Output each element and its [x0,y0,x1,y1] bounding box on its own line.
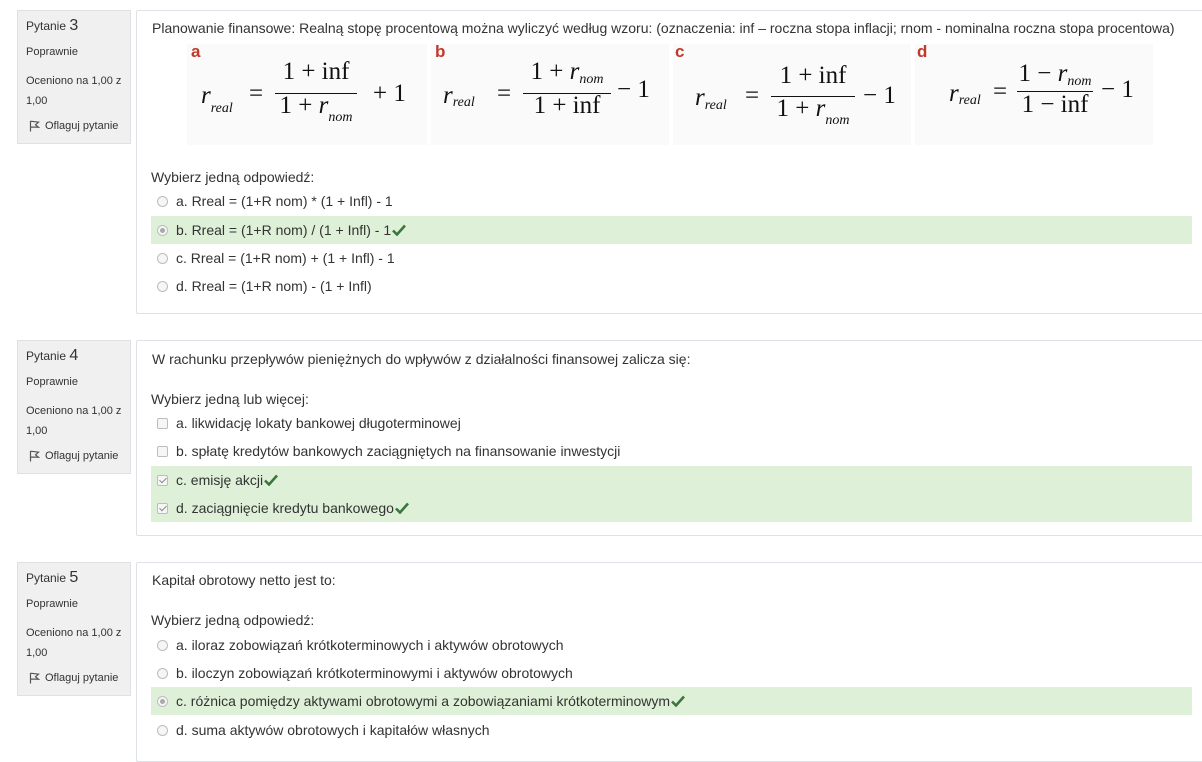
answer-option[interactable]: d. zaciągnięcie kredytu bankowego [151,494,1192,522]
formula-d: d rreal = 1 − rnom 1 − inf − 1 [915,44,1153,145]
formula-letter: c [675,42,685,61]
flag-question-button[interactable]: Oflaguj pytanie [26,671,122,685]
checkmark-icon [264,474,278,486]
formula-letter: b [435,42,446,61]
answer-radio[interactable] [157,696,168,707]
answer-option[interactable]: a. likwidację lokaty bankowej długoterminowej [151,409,1192,437]
question-number: Pytanie 5 [26,569,79,586]
checkmark-icon [392,224,406,236]
flag-icon [29,120,40,132]
question-3 [0,0,1202,320]
question-text: Kapitał obrotowy netto jest to: [152,572,336,588]
answer-option[interactable]: b. Rreal = (1+R nom) / (1 + Infl) - 1 [151,216,1192,244]
formula-letter: a [191,42,201,61]
answer-option[interactable]: a. Rreal = (1+R nom) * (1 + Infl) - 1 [151,187,1192,215]
flag-question-button[interactable]: Oflaguj pytanie [26,119,122,133]
answer-radio[interactable] [157,196,168,207]
answer-prompt: Wybierz jedną lub więcej: [151,391,309,407]
answer-option[interactable]: c. emisję akcji [151,466,1192,494]
answer-radio[interactable] [157,225,168,236]
answer-radio[interactable] [157,640,168,651]
answer-radio[interactable] [157,668,168,679]
question-5 [0,552,1202,750]
answer-radio[interactable] [157,253,168,264]
question-grade: Oceniono na 1,00 z 1,00 [26,627,122,659]
question-grade: Oceniono na 1,00 z 1,00 [26,75,122,107]
flag-question-button[interactable]: Oflaguj pytanie [26,449,122,463]
answer-radio[interactable] [157,725,168,736]
answer-option[interactable]: c. Rreal = (1+R nom) + (1 + Infl) - 1 [151,244,1192,272]
checkmark-icon [671,695,685,707]
answer-checkbox[interactable] [157,418,168,429]
question-number: Pytanie 3 [26,17,79,34]
answer-radio[interactable] [157,281,168,292]
question-number: Pytanie 4 [26,347,79,364]
formula-b: b rreal = 1 + rnom 1 + inf − 1 [431,44,669,145]
question-state: Poprawnie [26,376,78,388]
answer-option[interactable]: c. różnica pomiędzy aktywami obrotowymi a zobowiązaniami krótkoterminowym [151,687,1192,715]
answer-option[interactable]: b. spłatę kredytów bankowych zaciągniętych na finansowanie inwestycji [151,437,1192,465]
question-grade: Oceniono na 1,00 z 1,00 [26,405,122,437]
answer-prompt: Wybierz jedną odpowiedź: [151,169,315,185]
answer-option[interactable]: b. iloczyn zobowiązań krótkoterminowymi i aktywów obrotowych [151,659,1192,687]
answer-option[interactable]: a. iloraz zobowiązań krótkoterminowych i aktywów obrotowych [151,631,1192,659]
question-text: Planowanie finansowe: Realną stopę procentową można wyliczyć według wzoru: (oznaczenia: inf – roczna stopa inflacji; rnom - nominalna roczna stopa procentowa) [152,20,1175,36]
formula-image [187,44,1153,145]
question-state: Poprawnie [26,46,78,58]
answer-checkbox[interactable] [157,475,168,486]
answer-option[interactable]: d. suma aktywów obrotowych i kapitałów własnych [151,716,1192,744]
flag-icon [29,672,40,684]
question-state: Poprawnie [26,598,78,610]
answer-prompt: Wybierz jedną odpowiedź: [151,612,315,628]
checkmark-icon [395,502,409,514]
question-info [17,340,131,474]
formula-letter: d [917,42,928,61]
question-text: W rachunku przepływów pieniężnych do wpływów z działalności finansowej zalicza się: [152,351,691,367]
answer-option[interactable]: d. Rreal = (1+R nom) - (1 + Infl) [151,272,1192,300]
question-info [17,562,131,696]
formula-a: a $r_{real}$ = 1 + inf $1 + r_{nom}$ + 1 [187,44,427,145]
question-info [17,10,131,144]
flag-icon [29,450,40,462]
formula-c: c rreal = 1 + inf $1 + r_{nom}$ − 1 [673,44,911,145]
answer-checkbox[interactable] [157,446,168,457]
question-4 [0,330,1202,540]
answer-checkbox[interactable] [157,503,168,514]
